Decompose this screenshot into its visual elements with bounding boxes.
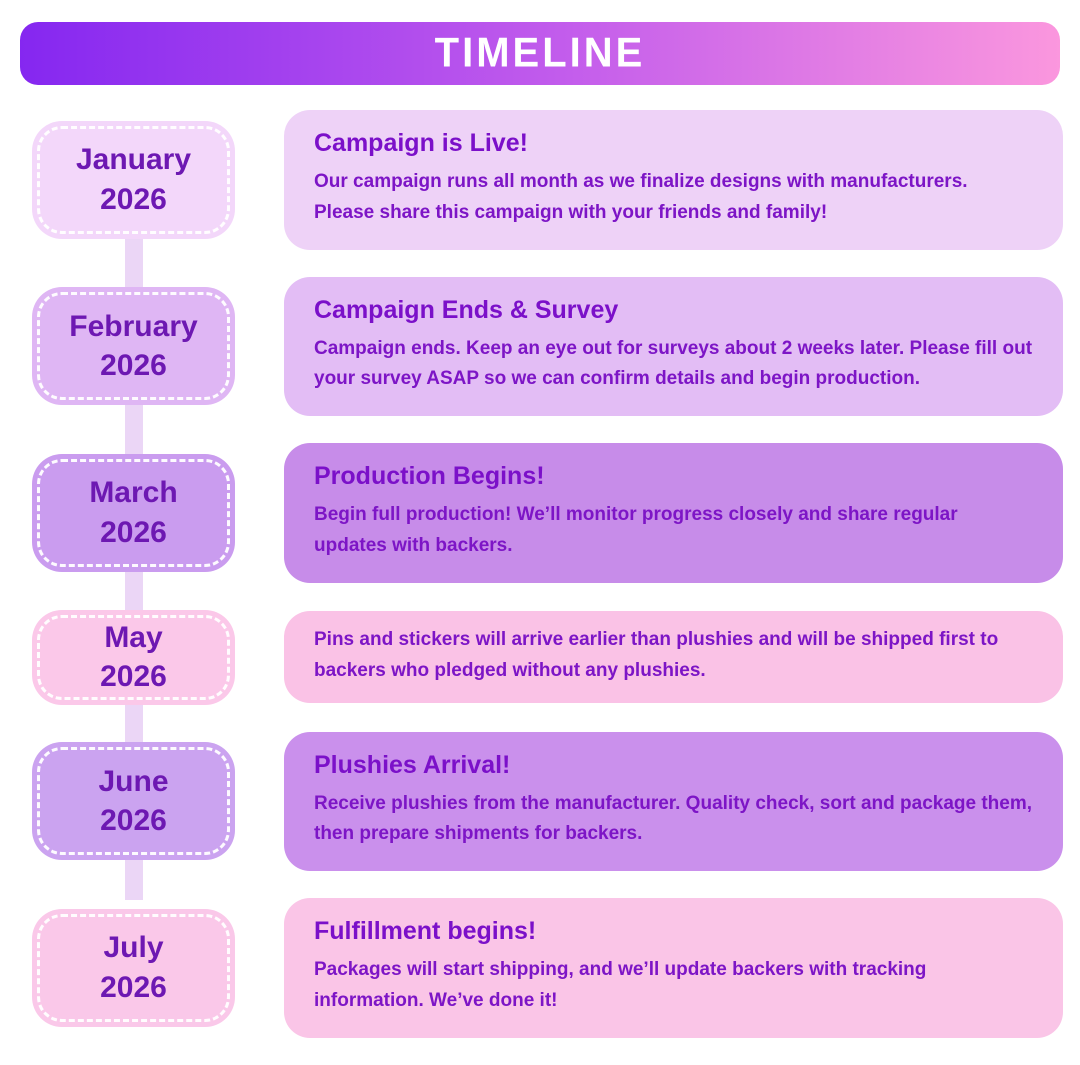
header-banner <box>20 22 1060 85</box>
card-body: Pins and stickers will arrive earlier than plushies and will be shipped first to backers who pledged without any plushies. <box>314 629 999 682</box>
card-title: Fulfillment begins! <box>314 917 537 946</box>
timeline-row-february <box>0 277 1080 417</box>
card-body: Begin full production! We’ll monitor progress closely and share regular updates with backers. <box>314 504 958 556</box>
page-title: TIMELINE <box>434 29 646 77</box>
timeline-card-may <box>284 611 1063 703</box>
month-label: May <box>104 620 163 654</box>
month-box-march <box>32 454 235 572</box>
timeline-row-may <box>0 610 1080 705</box>
month-label: February <box>69 309 198 343</box>
card-body: Receive plushies from the manufacturer. Quality check, sort and package them, then prepare shipments for backers. <box>314 792 1033 845</box>
month-label: July <box>103 931 164 965</box>
timeline-row-march <box>0 443 1080 583</box>
month-label: January <box>75 143 192 177</box>
timeline-row-july <box>0 898 1080 1038</box>
year-label: 2026 <box>100 349 167 383</box>
timeline-card-june <box>284 732 1063 872</box>
card-title: Plushies Arrival! <box>314 750 511 779</box>
timeline-card-march <box>284 443 1063 583</box>
timeline <box>0 110 1080 1065</box>
timeline-card-july <box>284 898 1063 1038</box>
month-box-july <box>32 909 235 1027</box>
card-body: Packages will start shipping, and we’ll update backers with tracking information. We’ve done it! <box>314 959 927 1011</box>
year-label: 2026 <box>100 515 167 549</box>
month-label: June <box>98 764 169 798</box>
card-body: Campaign ends. Keep an eye out for surveys about 2 weeks later. Please fill out your survey ASAP so we can confirm details and begin production. <box>314 337 1033 390</box>
timeline-row-january <box>0 110 1080 250</box>
month-box-may <box>32 610 235 705</box>
year-label: 2026 <box>100 660 167 694</box>
timeline-card-january <box>284 110 1063 250</box>
card-title: Production Begins! <box>314 462 545 491</box>
timeline-card-february <box>284 277 1063 417</box>
year-label: 2026 <box>100 182 167 216</box>
year-label: 2026 <box>100 970 167 1004</box>
card-title: Campaign is Live! <box>314 129 528 157</box>
card-body: Our campaign runs all month as we finalize designs with manufacturers. Please share this campaign with your friends and family! <box>314 171 968 223</box>
year-label: 2026 <box>100 804 167 838</box>
month-label: March <box>89 476 178 510</box>
month-box-june <box>32 742 235 860</box>
month-box-february <box>32 287 235 405</box>
month-box-january <box>32 121 235 239</box>
card-title: Campaign Ends & Survey <box>314 295 619 324</box>
timeline-row-june <box>0 732 1080 872</box>
